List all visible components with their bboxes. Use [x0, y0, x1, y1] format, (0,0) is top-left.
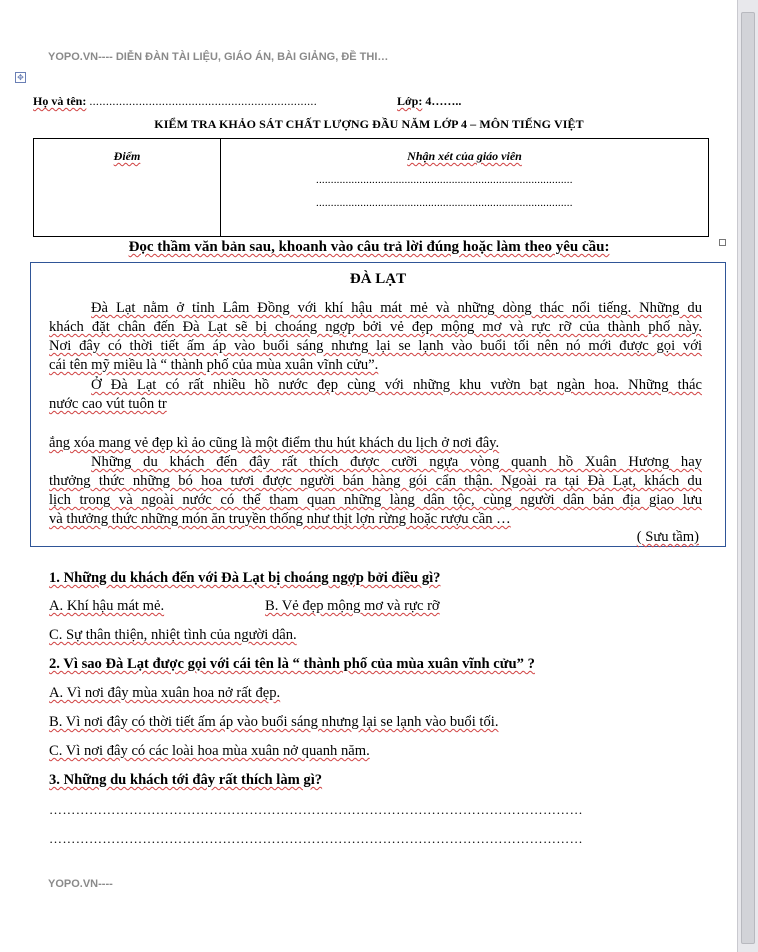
vertical-scrollbar[interactable] — [737, 0, 758, 952]
question-3: 3. Những du khách tới đây rất thích làm gì? — [49, 772, 323, 788]
passage-line: thưởng thức những bó hoa tươi được người bán hàng gói cẩn thận. Ngoài ra tại Đà Lạt, khách du — [49, 473, 702, 489]
question-1: 1. Những du khách đến với Đà Lạt bị choáng ngợp bởi điều gì? — [49, 570, 441, 586]
q1-option-c[interactable]: C. Sự thân thiện, nhiệt tình của người dân. — [49, 627, 297, 643]
q3-answer-line-2[interactable]: ………………………………………………………………………………………………………… — [49, 831, 583, 846]
name-blank[interactable]: ..................................................................... — [89, 94, 318, 108]
q2-option-c[interactable]: C. Vì nơi đây có các loài hoa mùa xuân nở quanh năm. — [49, 743, 370, 759]
q3-answer-line-1[interactable]: ………………………………………………………………………………………………………… — [49, 802, 583, 817]
passage-line: ắng xóa mang vẻ đẹp kì ảo cũng là một điểm thu hút khách du lịch ở nơi đây. — [49, 435, 500, 451]
name-label: Họ và tên: — [33, 94, 87, 108]
class-row — [397, 94, 461, 109]
instruction: Đọc thầm văn bản sau, khoanh vào câu trả lời đúng hoặc làm theo yêu cầu: — [128, 239, 610, 255]
passage-source: ( Sưu tầm) — [636, 529, 699, 545]
passage-title: ĐÀ LẠT — [349, 271, 407, 287]
table-move-handle-icon[interactable]: ✥ — [15, 72, 26, 83]
class-value: 4…….. — [425, 94, 462, 108]
comment-line-1[interactable]: ....................................................................................... — [316, 174, 573, 186]
exam-title: KIỂM TRA KHẢO SÁT CHẤT LƯỢNG ĐẦU NĂM LỚP 4 – MÔN TIẾNG VIỆT — [154, 117, 584, 131]
passage-line: Nơi đây có thời tiết ấm áp vào buổi sáng nhưng lại se lạnh vào buổi tối nên nó mới được gọi với — [49, 338, 702, 354]
q1-option-a[interactable]: A. Khí hậu mát mẻ. — [49, 598, 165, 614]
passage-line: Những du khách đến đây rất thích được cưỡi ngựa vòng quanh hồ Xuân Hương hay — [91, 454, 702, 470]
scrollbar-thumb[interactable] — [741, 12, 755, 944]
question-2: 2. Vì sao Đà Lạt được gọi với cái tên là “ thành phố của mùa xuân vĩnh cửu” ? — [49, 656, 535, 672]
q1-option-b[interactable]: B. Vẻ đẹp mộng mơ và rực rỡ — [265, 598, 440, 614]
passage-line: khách đặt chân đến Đà Lạt sẽ bị choáng ngợp bởi vẻ đẹp mộng mơ và rực rỡ của thành phố này. — [49, 319, 702, 335]
passage-line: nước cao vút tuôn tr — [49, 396, 167, 412]
comment-line-2[interactable]: ....................................................................................... — [316, 197, 573, 209]
passage-line: Ở Đà Lạt có rất nhiều hồ nước đẹp cùng với những khu vườn bạt ngàn hoa. Những thác — [91, 377, 702, 393]
teacher-comment-label: Nhận xét của giáo viên — [407, 149, 522, 163]
passage-line: lịch trong và ngoài nước có thể tham quan những làng dân tộc, cùng người dân bản địa giao lưu — [49, 492, 702, 508]
passage-line: cái tên mỹ miều là “ thành phố của mùa xuân vĩnh cửu”. — [49, 357, 379, 373]
q2-option-a[interactable]: A. Vì nơi đây mùa xuân hoa nở rất đẹp. — [49, 685, 281, 701]
passage-line: Đà Lạt nằm ở tỉnh Lâm Đồng với khí hậu mát mẻ và những dòng thác nổi tiếng. Những du — [91, 300, 702, 316]
score-label: Điểm — [113, 149, 141, 163]
grade-table — [33, 138, 709, 237]
page-footer: YOPO.VN---- — [48, 878, 113, 890]
page-header: YOPO.VN---- DIỄN ĐÀN TÀI LIỆU, GIÁO ÁN, BÀI GIẢNG, ĐỀ THI… — [48, 51, 389, 63]
class-label: Lớp: — [397, 94, 423, 108]
passage-line: và thưởng thức những món ăn truyền thống như thịt lợn rừng hoặc rượu cần … — [49, 511, 511, 527]
q2-option-b[interactable]: B. Vì nơi đây có thời tiết ấm áp vào buổi sáng nhưng lại se lạnh vào buổi tối. — [49, 714, 499, 730]
student-name-row — [33, 94, 317, 109]
passage-box — [30, 262, 726, 547]
